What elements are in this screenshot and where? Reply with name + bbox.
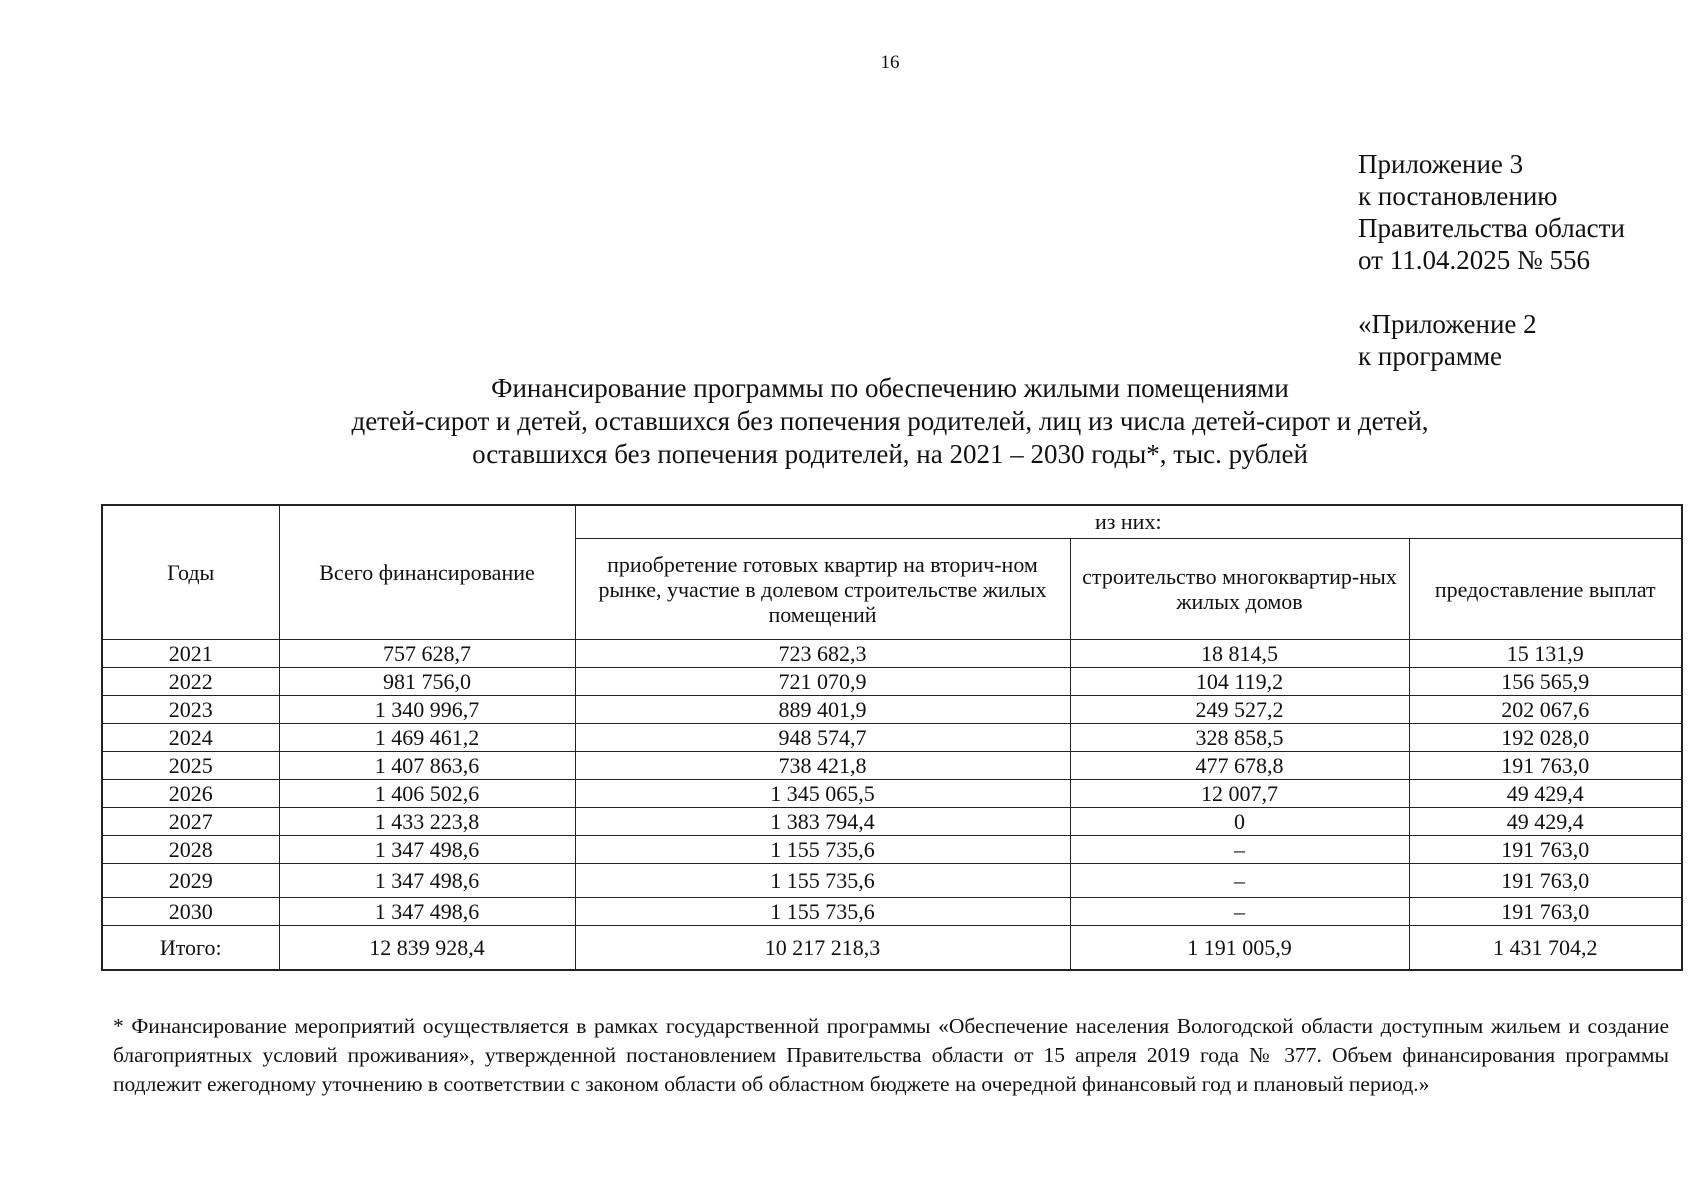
page-number: 16 xyxy=(880,52,900,73)
cell-year: 2021 xyxy=(102,640,279,668)
cell-payments: 15 131,9 xyxy=(1409,640,1682,668)
cell-total-label: Итого: xyxy=(102,926,279,971)
cell-purchase: 723 682,3 xyxy=(575,640,1070,668)
cell-year: 2024 xyxy=(102,724,279,752)
appendix-line: к постановлению xyxy=(1358,181,1558,211)
cell-payments: 191 763,0 xyxy=(1409,836,1682,864)
cell-total: 1 407 863,6 xyxy=(279,752,575,780)
appendix-line: Правительства области xyxy=(1358,213,1625,243)
cell-year: 2023 xyxy=(102,696,279,724)
cell-purchase: 1 345 065,5 xyxy=(575,780,1070,808)
cell-purchase: 1 155 735,6 xyxy=(575,864,1070,898)
cell-construction: 104 119,2 xyxy=(1070,668,1409,696)
cell-total: 1 347 498,6 xyxy=(279,898,575,926)
cell-construction: – xyxy=(1070,864,1409,898)
cell-purchase: 1 155 735,6 xyxy=(575,898,1070,926)
appendix-line: от 11.04.2025 № 556 xyxy=(1358,245,1590,275)
table-row xyxy=(102,836,1682,864)
cell-total: 1 347 498,6 xyxy=(279,836,575,864)
cell-payments: 192 028,0 xyxy=(1409,724,1682,752)
title-line: детей-сирот и детей, оставшихся без попечения родителей, лиц из числа детей-сирот и детей, xyxy=(351,406,1429,436)
table-row xyxy=(102,696,1682,724)
cell-payments: 1 431 704,2 xyxy=(1409,926,1682,971)
cell-total: 1 347 498,6 xyxy=(279,864,575,898)
cell-purchase: 889 401,9 xyxy=(575,696,1070,724)
header-payments: предоставление выплат xyxy=(1409,539,1682,640)
cell-construction: 18 814,5 xyxy=(1070,640,1409,668)
appendix-block xyxy=(1358,148,1625,372)
table-row xyxy=(102,724,1682,752)
cell-purchase: 738 421,8 xyxy=(575,752,1070,780)
header-purchase: приобретение готовых квартир на вторич-ном рынке, участие в долевом строительстве жилых помещений xyxy=(575,539,1070,640)
appendix-line: Приложение 3 xyxy=(1358,149,1524,179)
cell-construction: 477 678,8 xyxy=(1070,752,1409,780)
table-row xyxy=(102,752,1682,780)
table-row xyxy=(102,780,1682,808)
cell-purchase: 1 383 794,4 xyxy=(575,808,1070,836)
header-of-which: из них: xyxy=(575,505,1682,539)
table-row xyxy=(102,668,1682,696)
cell-payments: 191 763,0 xyxy=(1409,864,1682,898)
cell-year: 2028 xyxy=(102,836,279,864)
table-row xyxy=(102,898,1682,926)
cell-total: 1 433 223,8 xyxy=(279,808,575,836)
cell-purchase: 948 574,7 xyxy=(575,724,1070,752)
table-row xyxy=(102,864,1682,898)
header-years: Годы xyxy=(102,505,279,640)
footnote: * Финансирование мероприятий осуществляется в рамках государственной программы «Обеспечение населения Вологодской области доступным жильем и создание благоприятных условий проживания», утвержденной постановлением Правительства области от 15 апреля 2019 года № 377. Объем финансирования программы подлежит ежегодному уточнению в соответствии с законом области об областном бюджете на очередной финансовый год и плановый период.» xyxy=(113,1014,1669,1096)
cell-total: 1 469 461,2 xyxy=(279,724,575,752)
appendix-line: «Приложение 2 xyxy=(1358,309,1537,339)
cell-payments: 191 763,0 xyxy=(1409,898,1682,926)
cell-construction: 328 858,5 xyxy=(1070,724,1409,752)
title-line: оставшихся без попечения родителей, на 2021 – 2030 годы*, тыс. рублей xyxy=(472,439,1308,469)
cell-purchase: 721 070,9 xyxy=(575,668,1070,696)
cell-construction: 249 527,2 xyxy=(1070,696,1409,724)
cell-construction: – xyxy=(1070,836,1409,864)
table-row xyxy=(102,808,1682,836)
cell-payments: 49 429,4 xyxy=(1409,780,1682,808)
document-title xyxy=(0,372,1695,471)
cell-construction: 12 007,7 xyxy=(1070,780,1409,808)
cell-purchase: 10 217 218,3 xyxy=(575,926,1070,971)
financing-table xyxy=(101,504,1683,971)
cell-construction: – xyxy=(1070,898,1409,926)
appendix-line: к программе xyxy=(1358,341,1503,371)
cell-payments: 49 429,4 xyxy=(1409,808,1682,836)
cell-year: 2022 xyxy=(102,668,279,696)
cell-total: 12 839 928,4 xyxy=(279,926,575,971)
title-line: Финансирование программы по обеспечению жилыми помещениями xyxy=(491,373,1289,403)
cell-payments: 202 067,6 xyxy=(1409,696,1682,724)
cell-total: 1 406 502,6 xyxy=(279,780,575,808)
cell-year: 2025 xyxy=(102,752,279,780)
cell-year: 2026 xyxy=(102,780,279,808)
cell-total: 757 628,7 xyxy=(279,640,575,668)
header-construction: строительство многоквартир-ных жилых домов xyxy=(1070,539,1409,640)
header-total: Всего финансирование xyxy=(279,505,575,640)
cell-construction: 1 191 005,9 xyxy=(1070,926,1409,971)
cell-total: 1 340 996,7 xyxy=(279,696,575,724)
cell-payments: 156 565,9 xyxy=(1409,668,1682,696)
cell-year: 2027 xyxy=(102,808,279,836)
cell-purchase: 1 155 735,6 xyxy=(575,836,1070,864)
total-row xyxy=(102,926,1682,971)
cell-payments: 191 763,0 xyxy=(1409,752,1682,780)
cell-total: 981 756,0 xyxy=(279,668,575,696)
cell-year: 2029 xyxy=(102,864,279,898)
cell-construction: 0 xyxy=(1070,808,1409,836)
cell-year: 2030 xyxy=(102,898,279,926)
table-row xyxy=(102,640,1682,668)
